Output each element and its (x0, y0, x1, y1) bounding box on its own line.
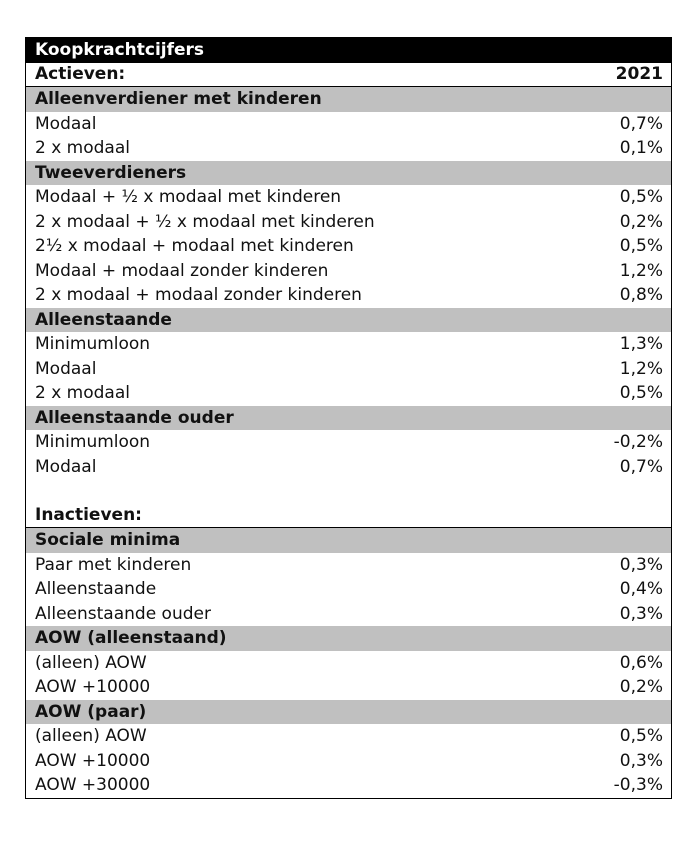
row-value: 1,2% (619, 358, 663, 379)
row-value: 0,5% (619, 726, 663, 747)
table-row (26, 553, 671, 578)
row-value: 1,3% (619, 334, 663, 355)
group-name: Sociale minima (35, 530, 181, 551)
row-value: 0,3% (619, 750, 663, 771)
table-row (26, 675, 671, 700)
row-label: 2 x modaal (35, 138, 130, 159)
row-value: 0,2% (619, 677, 663, 698)
inactieven-groups (26, 528, 671, 798)
group-header (26, 87, 671, 112)
row-label: Modaal (35, 456, 97, 477)
row-label: AOW +30000 (35, 775, 151, 796)
row-value: 0,4% (619, 579, 663, 600)
group-name: Tweeverdieners (35, 162, 187, 183)
row-value: 0,7% (619, 113, 663, 134)
table-row (26, 577, 671, 602)
row-value: 0,5% (619, 383, 663, 404)
row-value: 0,7% (619, 456, 663, 477)
row-value: 0,5% (619, 236, 663, 257)
row-label: 2 x modaal + ½ x modaal met kinderen (35, 211, 375, 232)
actieven-groups (26, 87, 671, 479)
row-label: Modaal (35, 113, 97, 134)
table-title-text: Koopkrachtcijfers (35, 40, 205, 61)
row-label: 2 x modaal + modaal zonder kinderen (35, 285, 362, 306)
table-row (26, 112, 671, 137)
table-row (26, 259, 671, 284)
row-label: Minimumloon (35, 334, 151, 355)
table-row (26, 651, 671, 676)
row-value: 0,2% (619, 211, 663, 232)
table-row (26, 332, 671, 357)
section-label: Inactieven: (35, 505, 142, 526)
group-name: AOW (alleenstaand) (35, 628, 227, 649)
table-row (26, 773, 671, 798)
row-value: 1,2% (619, 260, 663, 281)
row-label: 2½ x modaal + modaal met kinderen (35, 236, 354, 257)
row-label: Minimumloon (35, 432, 151, 453)
row-value: 0,3% (619, 554, 663, 575)
group-header (26, 161, 671, 186)
table-row (26, 136, 671, 161)
section-actieven (26, 63, 671, 88)
group-header (26, 406, 671, 431)
table-row (26, 210, 671, 235)
row-label: (alleen) AOW (35, 726, 147, 747)
group-header (26, 308, 671, 333)
blank-row (26, 479, 671, 504)
row-label: (alleen) AOW (35, 652, 147, 673)
group-name: Alleenstaande ouder (35, 407, 234, 428)
group-name: Alleenverdiener met kinderen (35, 89, 322, 110)
row-value: 0,8% (619, 285, 663, 306)
group-header (26, 700, 671, 725)
table-row (26, 455, 671, 480)
table-row (26, 185, 671, 210)
table-title (26, 38, 671, 63)
table-row (26, 381, 671, 406)
row-label: Modaal + modaal zonder kinderen (35, 260, 329, 281)
row-value: 0,3% (619, 603, 663, 624)
row-value: -0,3% (613, 775, 663, 796)
row-label: AOW +10000 (35, 677, 151, 698)
group-header (26, 626, 671, 651)
section-inactieven (26, 504, 671, 529)
section-label: Actieven: (35, 64, 126, 85)
group-name: AOW (paar) (35, 701, 147, 722)
table-row (26, 430, 671, 455)
table-row (26, 234, 671, 259)
row-label: Alleenstaande (35, 579, 157, 600)
group-header (26, 528, 671, 553)
table-row (26, 724, 671, 749)
group-name: Alleenstaande (35, 309, 172, 330)
row-value: -0,2% (613, 432, 663, 453)
row-value: 0,1% (619, 138, 663, 159)
row-value: 0,5% (619, 187, 663, 208)
row-label: Paar met kinderen (35, 554, 192, 575)
table-row (26, 357, 671, 382)
row-label: 2 x modaal (35, 383, 130, 404)
koopkracht-table (25, 37, 672, 799)
table-row (26, 749, 671, 774)
table-row (26, 602, 671, 627)
row-value: 0,6% (619, 652, 663, 673)
table-row (26, 283, 671, 308)
row-label: Modaal (35, 358, 97, 379)
row-label: AOW +10000 (35, 750, 151, 771)
row-label: Modaal + ½ x modaal met kinderen (35, 187, 342, 208)
year-header: 2021 (615, 64, 663, 85)
row-label: Alleenstaande ouder (35, 603, 211, 624)
